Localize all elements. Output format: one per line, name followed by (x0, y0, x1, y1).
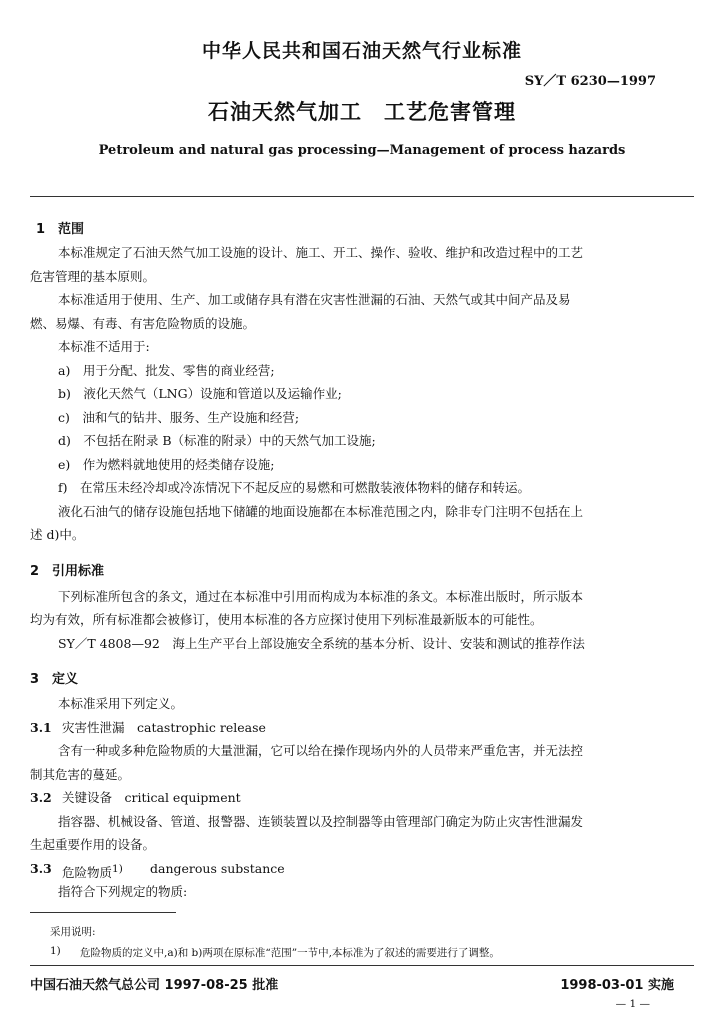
section-2-heading: 2 引用标准 (30, 564, 105, 579)
def-3-1-line2: 制其危害的蔓延。 (30, 767, 131, 782)
page-number: — 1 — (615, 998, 650, 1010)
section-1-heading: 1 范围 (36, 222, 85, 237)
industry-standard-title: 中华人民共和国石油天然气行业标准 (201, 40, 522, 62)
s2-para1-line2: 均为有效，所有标准都会被修订，使用本标准的各方应探讨使用下列标准最新版本的可能性。 (30, 612, 543, 627)
s1-para1-line1: 本标准规定了石油天然气加工设施的设计、施工、开工、操作、验收、维护和改造过程中的工艺 (58, 245, 584, 260)
s1-para1-line2: 危害管理的基本原则。 (30, 269, 156, 284)
section-3-heading: 3 定义 (30, 672, 79, 687)
s1-para4-line2: 述 d)中。 (30, 527, 85, 542)
s1-item-c: c) 油和气的钻井、服务、生产设施和经营; (58, 410, 300, 425)
s1-para2-line2: 燃、易爆、有毒、有害危险物质的设施。 (30, 316, 256, 331)
footer-rule (30, 965, 694, 966)
def-3-3-line1: 指符合下列规定的物质: (58, 884, 188, 899)
standard-code: SY／T 6230—1997 (524, 74, 656, 89)
s1-para3: 本标准不适用于: (58, 339, 150, 354)
def-3-1-term: 灾害性泄漏 catastrophic release (62, 720, 266, 735)
s1-item-b: b) 液化天然气（LNG）设施和管道以及运输作业; (58, 386, 342, 401)
s1-item-d: d) 不包括在附录 B（标准的附录）中的天然气加工设施; (58, 433, 376, 448)
def-3-2-line2: 生起重要作用的设备。 (30, 837, 156, 852)
def-3-2-term: 关键设备 critical equipment (62, 790, 241, 805)
approval-line: 中国石油天然气总公司 1997-08-25 批准 (30, 978, 279, 993)
def-3-3-number: 3.3 (30, 861, 52, 876)
s1-item-f: f) 在常压未经冷却或冷冻情况下不起反应的易燃和可燃散装液体物料的储存和转运。 (58, 480, 531, 495)
def-3-1-number: 3.1 (30, 720, 52, 735)
def-3-1-line1: 含有一种或多种危险物质的大量泄漏，它可以给在操作现场内外的人员带来严重危害，并无法控 (58, 743, 584, 758)
footnote-marker: 1) (112, 863, 123, 875)
footnote-rule (30, 912, 176, 913)
footnote-label: 采用说明: (50, 926, 96, 938)
def-3-2-number: 3.2 (30, 790, 52, 805)
document-title-en: Petroleum and natural gas processing—Management of process hazards (98, 143, 626, 158)
def-3-3-term-en: dangerous substance (150, 861, 285, 876)
def-3-3-term-cn: 危险物质 (62, 865, 113, 881)
s2-para1-line1: 下列标准所包含的条文，通过在本标准中引用而构成为本标准的条文。本标准出版时，所示版本 (58, 589, 584, 604)
s3-intro: 本标准采用下列定义。 (58, 696, 184, 711)
def-3-2-line1: 指容器、机械设备、管道、报警器、连锁装置以及控制器等由管理部门确定为防止灾害性泄漏发 (58, 814, 584, 829)
document-title-cn: 石油天然气加工 工艺危害管理 (208, 100, 516, 124)
s2-reference: SY／T 4808—92 海上生产平台上部设施安全系统的基本分析、设计、安装和测试的推荐作法 (58, 636, 585, 651)
footnote-text: 危险物质的定义中,a)和 b)两项在原标准“范围”一节中,本标准为了叙述的需要进行了调整。 (80, 947, 500, 959)
footnote-number: 1) (50, 945, 61, 957)
s1-item-e: e) 作为燃料就地使用的烃类储存设施; (58, 457, 275, 472)
def-3-3-term (62, 861, 123, 881)
header-rule (30, 196, 694, 197)
s1-para4-line1: 液化石油气的储存设施包括地下储罐的地面设施都在本标准范围之内，除非专门注明不包括在上 (58, 504, 584, 519)
s1-item-a: a) 用于分配、批发、零售的商业经营; (58, 363, 275, 378)
s1-para2-line1: 本标准适用于使用、生产、加工或储存具有潜在灾害性泄漏的石油、天然气或其中间产品及易 (58, 292, 571, 307)
implementation-date: 1998-03-01 实施 (560, 978, 674, 993)
